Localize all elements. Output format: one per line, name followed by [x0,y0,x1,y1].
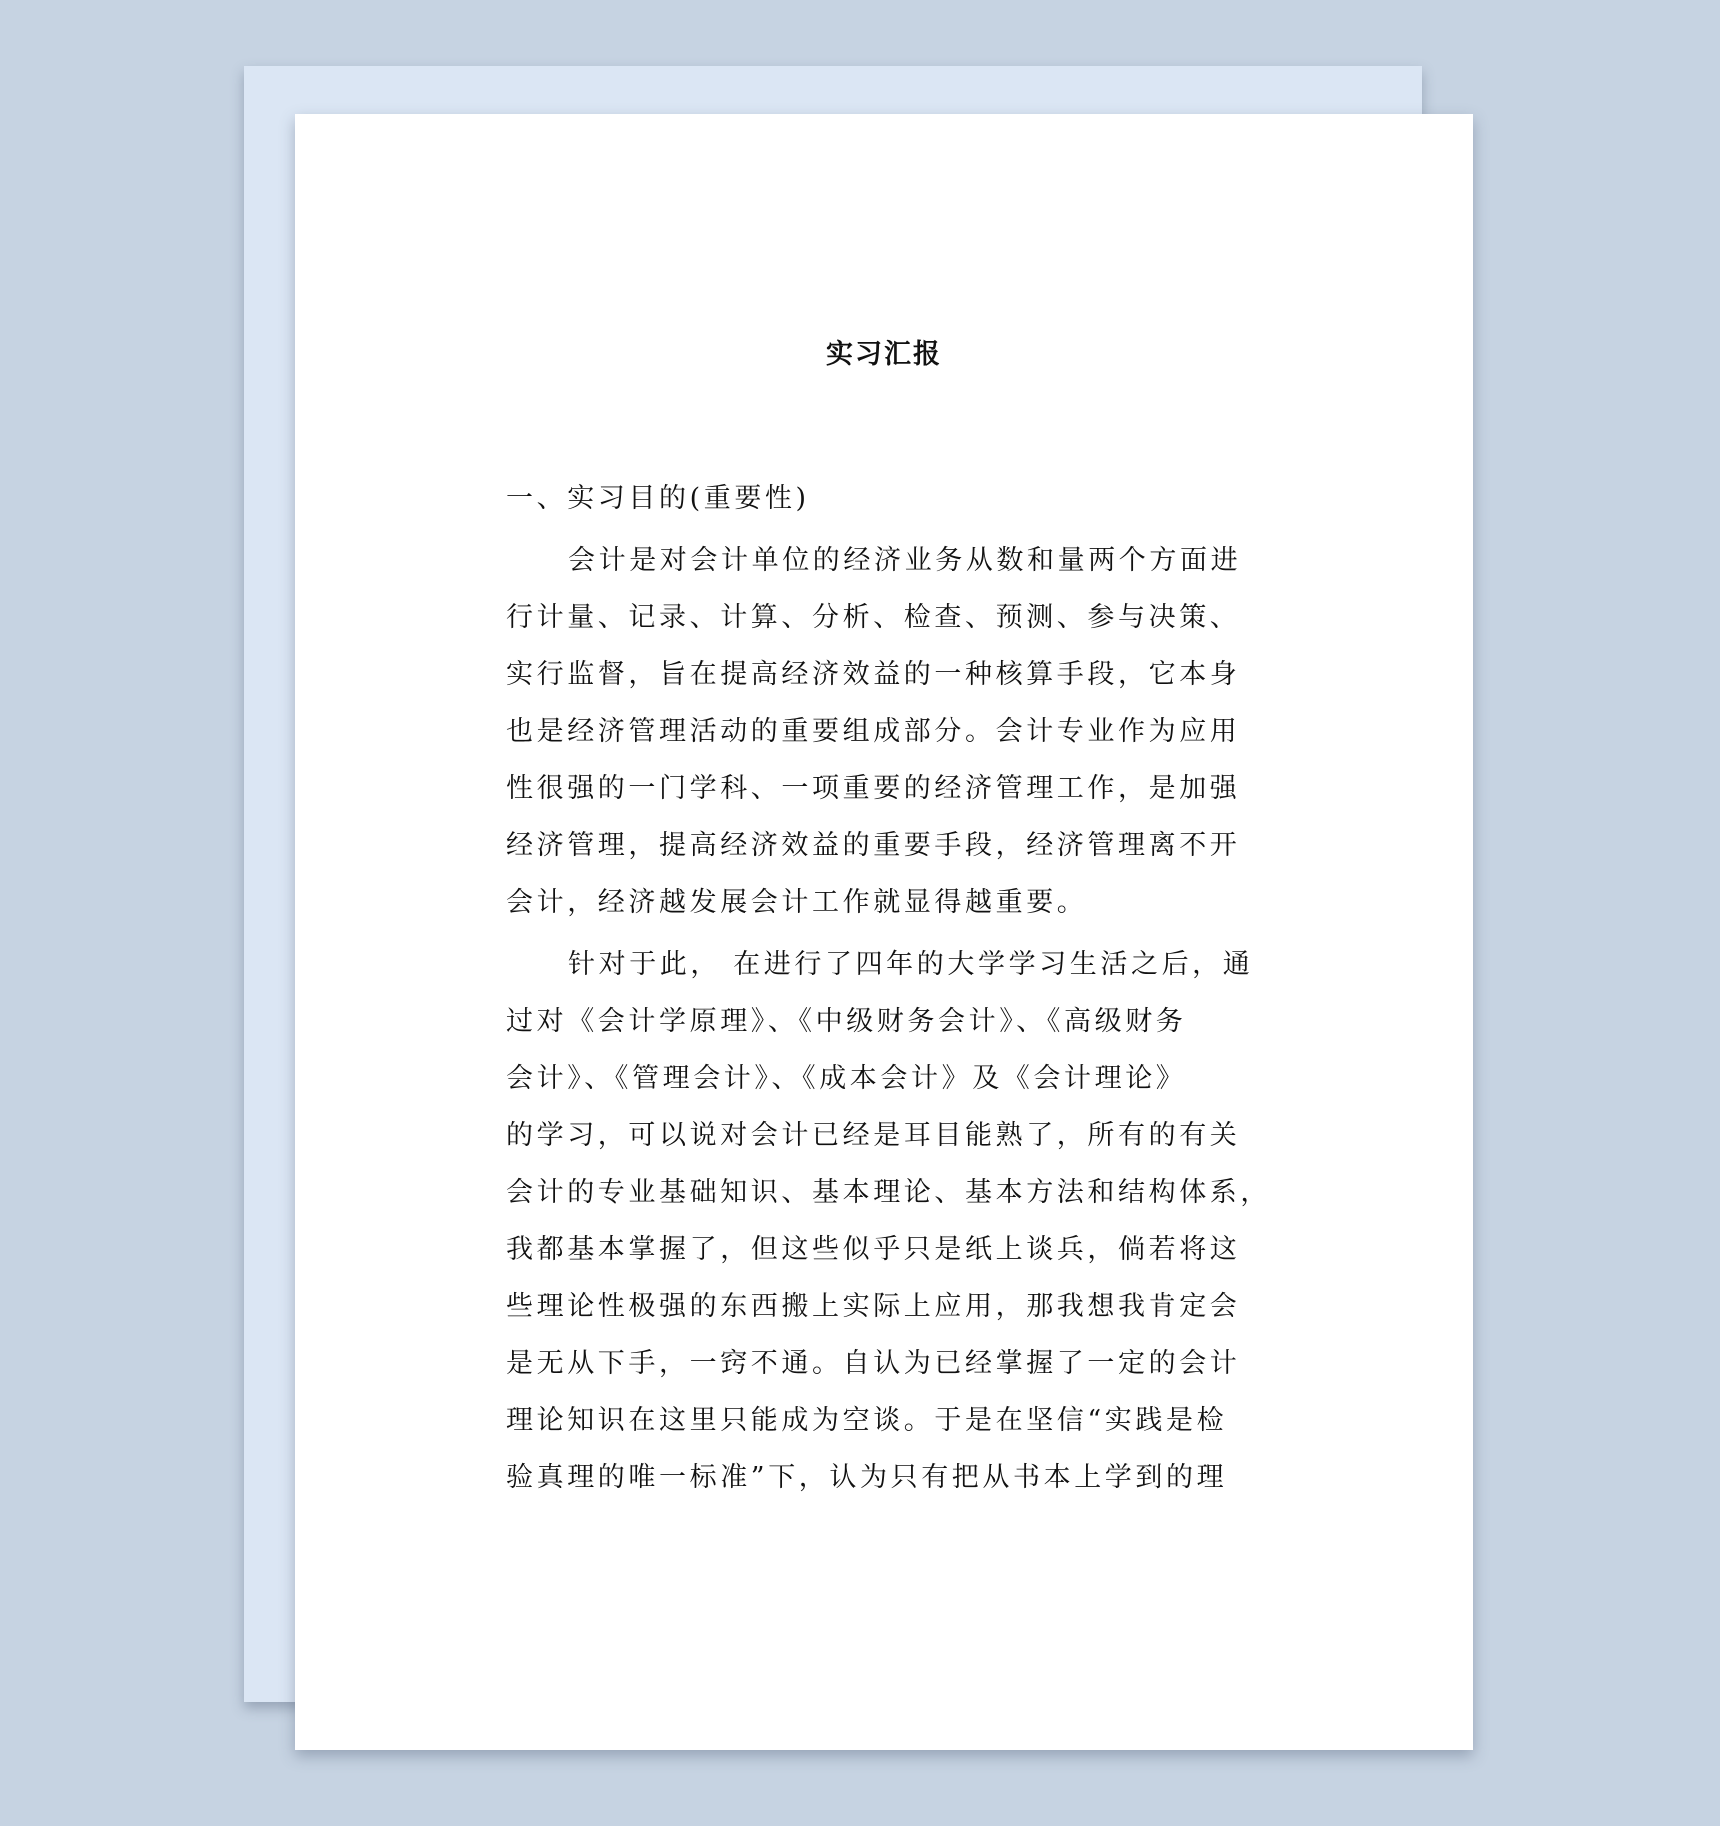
section-heading: 一、实习目的(重要性) [506,483,810,514]
paragraph-line: 理论知识在这里只能成为空谈。于是在坚信“实践是检 [506,1405,1228,1436]
document-body [506,470,1271,1506]
paragraph-line: 实行监督，旨在提高经济效益的一种核算手段，它本身 [506,659,1241,690]
paragraph-line: 的学习，可以说对会计已经是耳目能熟了，所有的有关 [506,1120,1241,1151]
paragraph-line: 经济管理，提高经济效益的重要手段，经济管理离不开 [506,830,1241,861]
paragraph-line: 也是经济管理活动的重要组成部分。会计专业作为应用 [506,716,1241,747]
paragraph-line: 针对于此， 在进行了四年的大学学习生活之后，通 [568,949,1254,980]
paragraph-1 [506,532,1266,931]
paragraph-line: 会计的专业基础知识、基本理论、基本方法和结构体系， [506,1177,1271,1208]
document-title: 实习汇报 [826,339,942,370]
paragraph-line: 性很强的一门学科、一项重要的经济管理工作，是加强 [506,773,1241,804]
paragraph-line: 些理论性极强的东西搬上实际上应用，那我想我肯定会 [506,1291,1241,1322]
paragraph-line: 行计量、记录、计算、分析、检查、预测、参与决策、 [506,602,1241,633]
paragraph-line: 会计是对会计单位的经济业务从数和量两个方面进 [568,545,1242,576]
paragraph-2 [506,936,1271,1506]
paragraph-line: 我都基本掌握了，但这些似乎只是纸上谈兵，倘若将这 [506,1234,1241,1265]
paragraph-line: 会计，经济越发展会计工作就显得越重要。 [506,887,1088,918]
document-page [295,114,1473,1750]
paragraph-line: 过对《会计学原理》、《中级财务会计》、《高级财务 [506,1006,1187,1037]
paragraph-line: 验真理的唯一标准”下，认为只有把从书本上学到的理 [506,1462,1228,1493]
paragraph-line: 是无从下手，一窍不通。自认为已经掌握了一定的会计 [506,1348,1241,1379]
paragraph-line: 会计》、《管理会计》、《成本会计》及《会计理论》 [506,1063,1187,1094]
